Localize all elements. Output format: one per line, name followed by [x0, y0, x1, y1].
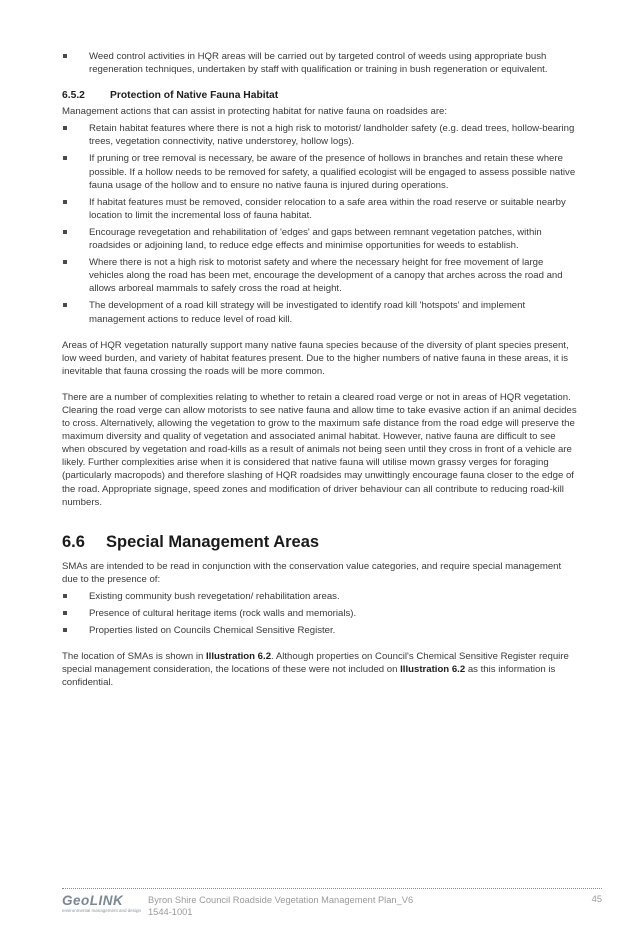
subsection-intro: Management actions that can assist in protecting habitat for native fauna on roadsides are: [62, 106, 448, 118]
list-item: If habitat features must be removed, consider relocation to a safe area within the road reserve or suitable nearby location to limit the incremental loss of fauna habitat. [62, 196, 578, 222]
geolink-logo [62, 893, 142, 919]
list-item: Retain habitat features where there is not a high risk to motorist/ landholder safety (e.g. dead trees, hollow-bearing trees, vegetation connectivity, native understorey, hollow logs). [62, 122, 578, 148]
logo-wordmark: GeoLINK [62, 893, 124, 908]
paragraph-hqr-fauna: Areas of HQR vegetation naturally support many native fauna species because of the diversity of plant species present, low weed burden, and variety of habitat features present. Due to the higher numbers of native fauna in these areas, it is inevitable that fauna crossing the roads will be more common. [62, 339, 569, 377]
section-title: Special Management Areas [106, 532, 320, 551]
list-item: Where there is not a high risk to motorist safety and where the necessary height for free movement of large vehicles along the road has been met, encourage the development of a canopy that arches across the road and allows arboreal mammals to safely cross the road at height. [62, 256, 578, 295]
page-number: 45 [591, 894, 602, 904]
subsection-title: Protection of Native Fauna Habitat [110, 90, 279, 102]
logo-tagline: environmental management and design [62, 908, 142, 913]
page-footer [62, 888, 602, 926]
text-run: . Although properties on Council's Chemical Sensitive Register require special management consideration, the locations of these were not included on [62, 651, 569, 676]
illustration-reference: Illustration 6.2 [400, 664, 466, 676]
subsection-heading [62, 90, 578, 101]
paragraph-verge-complexities: There are a number of complexities relating to whether to retain a cleared road verge or not in areas of HQR vegetation. Clearing the road verge can allow motorists to see native fauna and allow time to take evasive action if an animal decides to cross. Alternatively, allowing the vegetation to grow to the maximum safe distance from the road edge will preserve the maximum diversity and quality of vegetation and associated animal habitat. However, native fauna are difficult to see when obscured by vegetation and road-kills as a result of animals not being seen until they cross in front of a vehicle are likely. Further complexities arise when it is considered that native fauna will utilise mown grassy verges for foraging (particularly macropods) and therefore slashing of HQR roadsides may unwittingly encourage fauna closer to the edge of the road. Appropriate signage, speed zones and modification of driver behaviour can all contribute to reducing road-kill numbers. [62, 391, 577, 508]
text-run: as this information is confidential. [62, 664, 556, 689]
list-item: Properties listed on Councils Chemical Sensitive Register. [62, 624, 578, 637]
illustration-reference: Illustration 6.2 [205, 651, 272, 663]
document-number: 1544-1001 [148, 907, 193, 917]
list-item: Existing community bush revegetation/ rehabilitation areas. [62, 590, 578, 603]
document-page [62, 50, 578, 693]
list-item: The development of a road kill strategy will be investigated to identify road kill 'hotspots' and implement management actions to reduce level of road kill. [62, 299, 578, 325]
subsection-number: 6.5.2 [62, 90, 85, 102]
paragraph-sma-location [62, 650, 578, 689]
document-title: Byron Shire Council Roadside Vegetation Management Plan_V6 [148, 895, 414, 905]
list-item: If pruning or tree removal is necessary, be aware of the presence of hollows in branches and retain these where possible. If a hollow needs to be removed for safety, a qualified ecologist will be engaged to assess possible native fauna usage of the hollow and to ensure no native fauna is injured during operations. [62, 152, 578, 191]
section-heading [62, 533, 578, 552]
list-item: Encourage revegetation and rehabilitation of 'edges' and gaps between remnant vegetation patches, within roadsides or adjoining land, to reduce edge effects and minimise opportunities for weeds to establish. [62, 226, 578, 252]
fauna-bullet-list [62, 122, 578, 325]
section-intro: SMAs are intended to be read in conjunction with the conservation value categories, and require special management due to the presence of: [62, 560, 562, 585]
text-run: The location of SMAs is shown in [62, 651, 206, 663]
footer-document-info [148, 894, 413, 918]
sma-bullet-list [62, 590, 578, 637]
intro-bullet-list [62, 50, 578, 76]
list-item: Presence of cultural heritage items (rock walls and memorials). [62, 607, 578, 620]
section-number: 6.6 [62, 532, 85, 551]
list-item: Weed control activities in HQR areas will be carried out by targeted control of weeds using appropriate bush regeneration techniques, undertaken by staff with qualification or training in bush regeneration or equivalent. [62, 50, 578, 76]
